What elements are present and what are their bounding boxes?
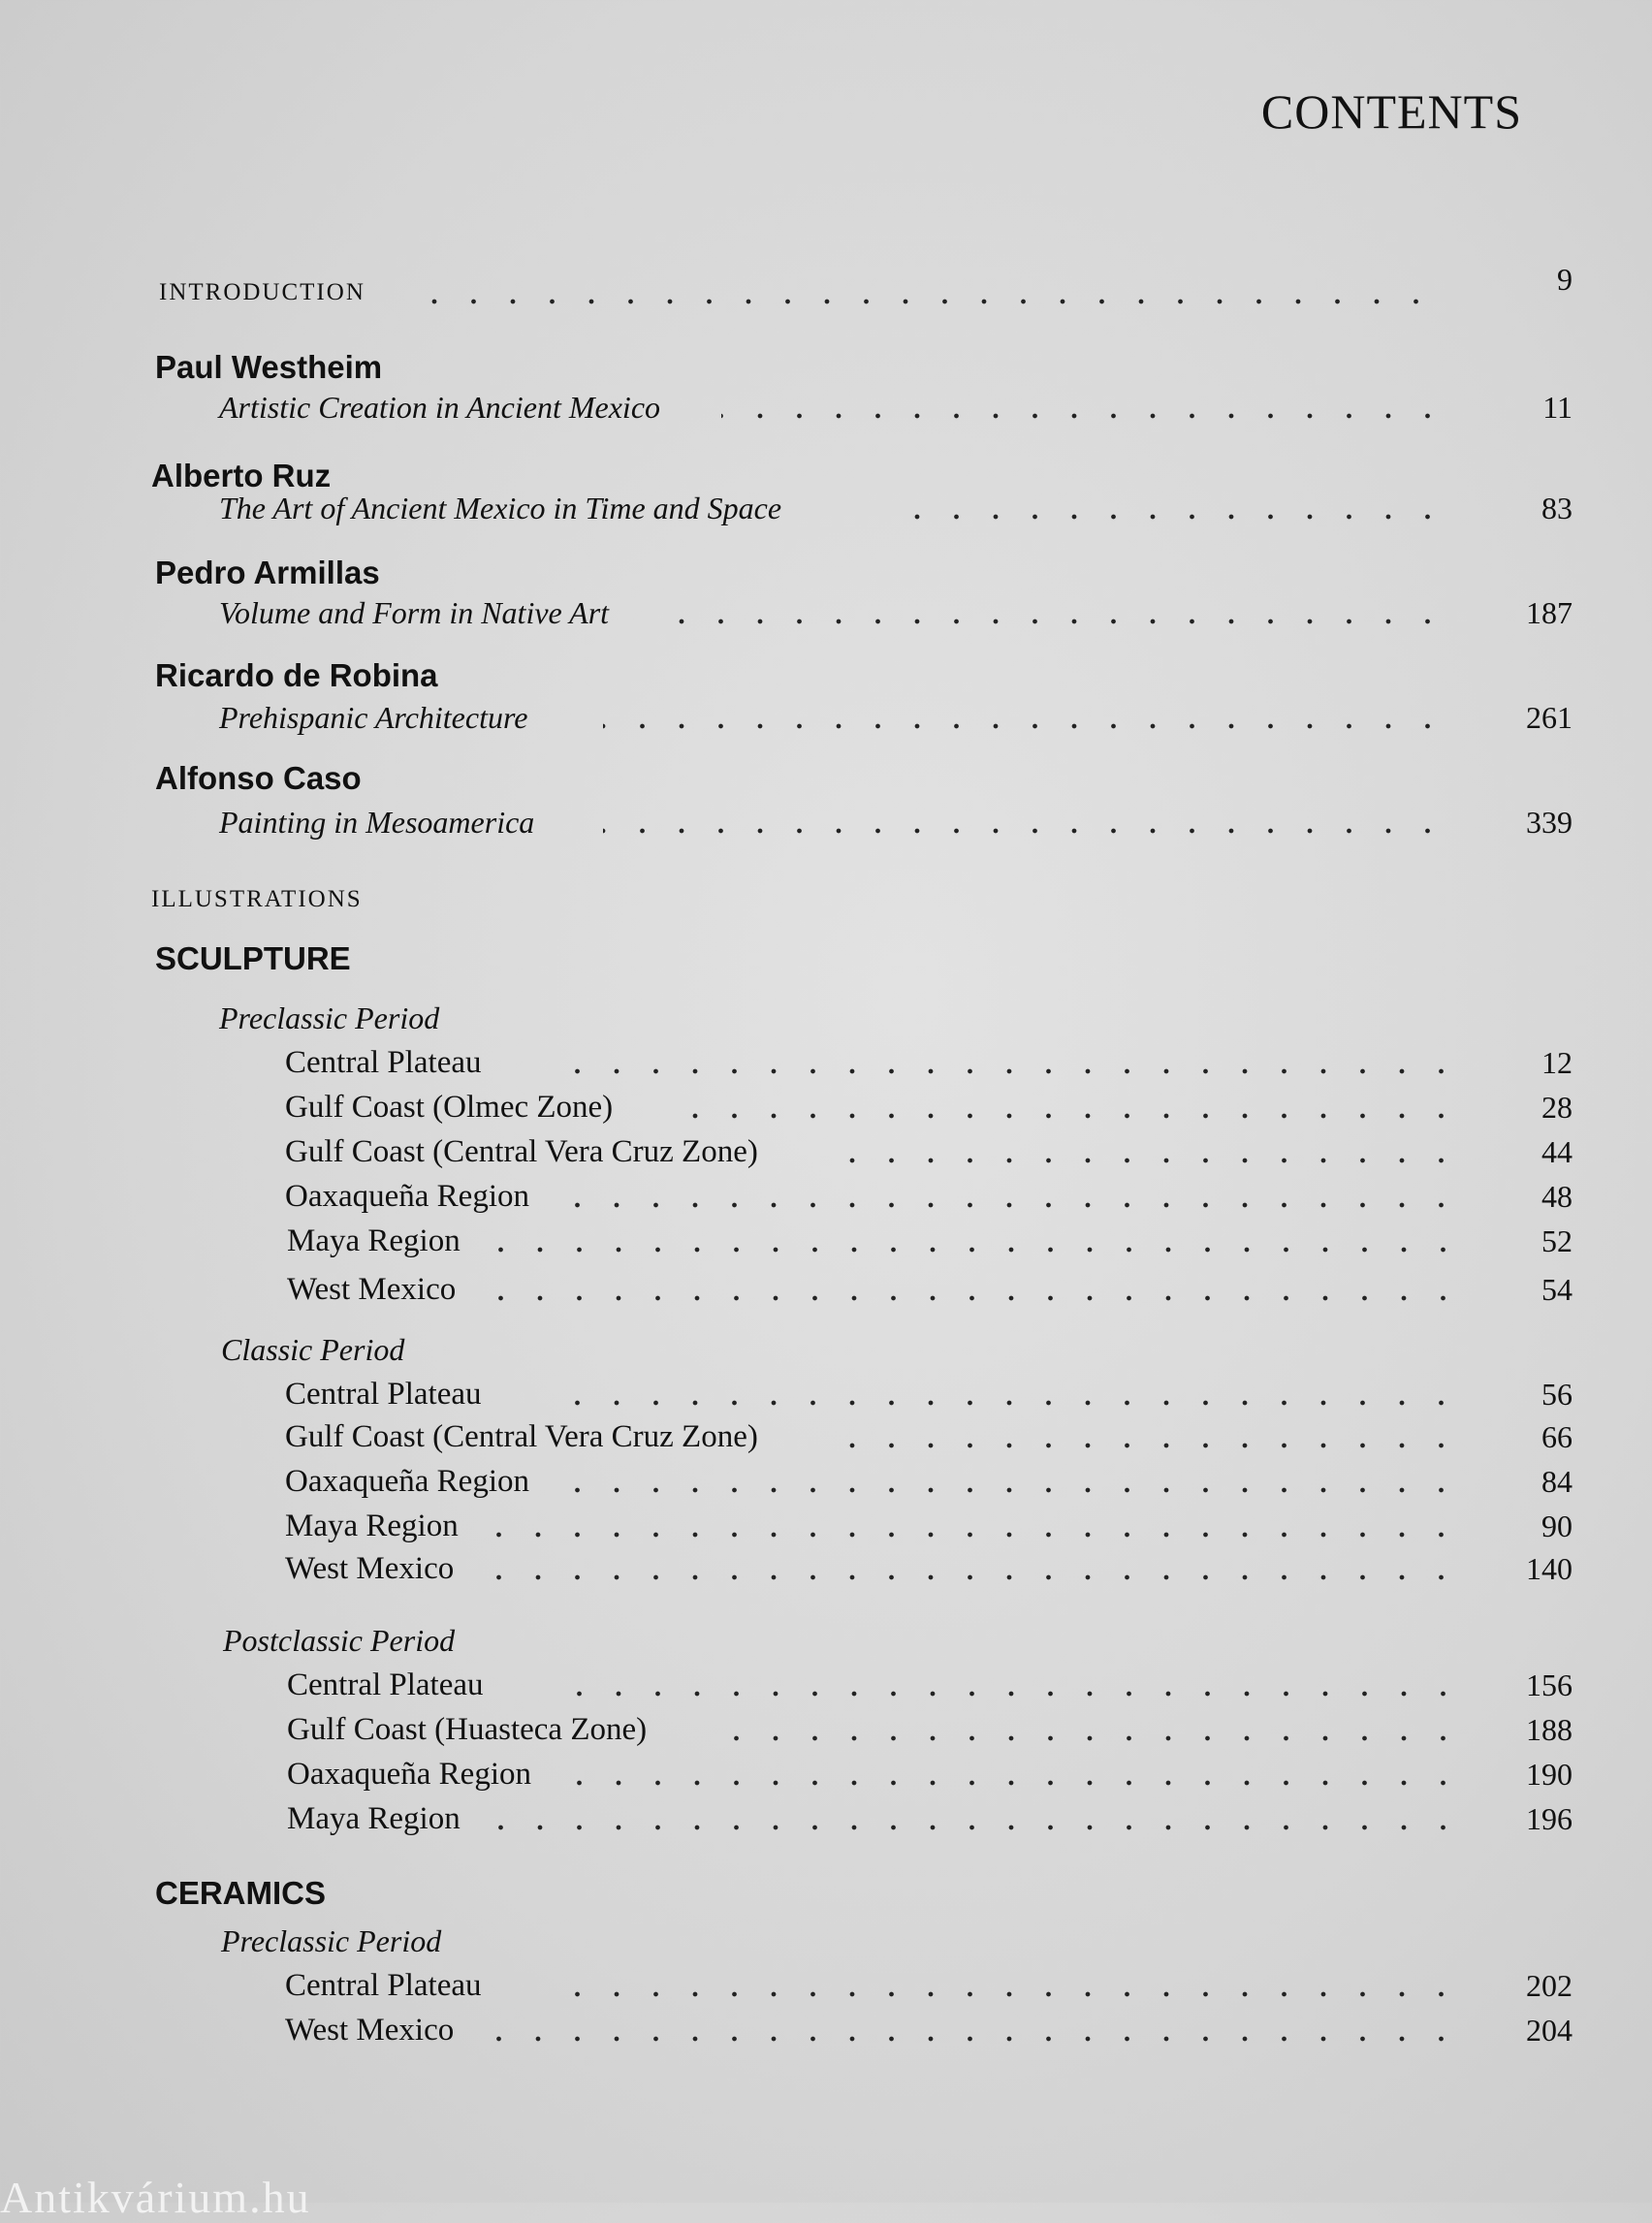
page-number: 12 <box>1541 1045 1573 1080</box>
region-label: Oaxaqueña Region <box>285 1179 529 1214</box>
essay-author: Alberto Ruz <box>151 458 332 493</box>
toc-entry-essay[interactable] <box>219 803 1573 842</box>
toc-entry-region[interactable] <box>287 1710 1573 1749</box>
dot-leader <box>721 413 1464 419</box>
introduction-label: INTRODUCTION <box>159 279 365 305</box>
region-label: West Mexico <box>285 1551 455 1586</box>
essay-title: Volume and Form in Native Art <box>219 595 610 630</box>
toc-entry-region[interactable] <box>285 1462 1573 1501</box>
toc-entry-region[interactable] <box>285 1549 1573 1588</box>
toc-entry-region[interactable] <box>285 1417 1573 1456</box>
page-number: 83 <box>1541 491 1573 525</box>
page-number: 339 <box>1526 805 1573 840</box>
region-label: Central Plateau <box>285 1045 482 1080</box>
region-label: Maya Region <box>287 1801 461 1836</box>
page-number: 11 <box>1542 390 1573 425</box>
toc-entry-essay[interactable] <box>219 489 1573 527</box>
dot-leader <box>485 1574 1477 1580</box>
region-label: Maya Region <box>285 1508 459 1543</box>
toc-entry-region[interactable] <box>285 2011 1573 2049</box>
period-heading: Preclassic Period <box>221 1923 442 1958</box>
page-number: 54 <box>1541 1272 1573 1307</box>
dot-leader <box>543 1691 1479 1697</box>
dot-leader <box>543 1487 1477 1493</box>
toc-entry-introduction[interactable] <box>159 262 1573 312</box>
essay-title: Artistic Creation in Ancient Mexico <box>219 390 661 425</box>
dot-leader <box>543 1202 1477 1208</box>
region-label: Gulf Coast (Olmec Zone) <box>285 1090 614 1125</box>
toc-entry-region[interactable] <box>287 1270 1573 1309</box>
page-number: 48 <box>1541 1179 1573 1214</box>
toc-entry-region[interactable] <box>285 1507 1573 1545</box>
page-number: 156 <box>1526 1667 1573 1702</box>
page-number: 44 <box>1541 1134 1573 1169</box>
page-title: CONTENTS <box>1260 84 1522 139</box>
toc-entry-essay[interactable] <box>219 698 1573 737</box>
period-heading: Classic Period <box>221 1332 405 1367</box>
dot-leader <box>543 1068 1477 1074</box>
section-heading-sculpture: SCULPTURE <box>155 940 351 976</box>
period-heading: Postclassic Period <box>223 1623 456 1658</box>
dot-leader <box>485 2036 1477 2042</box>
watermark: Antikvárium.hu <box>0 2173 311 2222</box>
toc-entry-region[interactable] <box>285 1088 1573 1127</box>
page-number: 52 <box>1541 1223 1573 1258</box>
page-number: 140 <box>1526 1551 1573 1586</box>
dot-leader <box>719 1735 1479 1741</box>
essay-title: Prehispanic Architecture <box>219 700 528 735</box>
page-number: 196 <box>1526 1801 1573 1836</box>
essay-title: The Art of Ancient Mexico in Time and Space <box>219 491 782 525</box>
region-label: Gulf Coast (Central Vera Cruz Zone) <box>285 1419 758 1454</box>
page-number: 204 <box>1526 2013 1573 2048</box>
dot-leader <box>487 1247 1479 1253</box>
region-label: West Mexico <box>285 2013 455 2048</box>
dot-leader <box>838 1158 1477 1163</box>
section-heading-ceramics: CERAMICS <box>155 1875 327 1911</box>
toc-entry-region[interactable] <box>287 1799 1573 1838</box>
illustrations-heading: ILLUSTRATIONS <box>151 886 363 912</box>
dot-leader <box>655 619 1464 624</box>
dot-leader <box>603 828 1464 834</box>
region-label: Central Plateau <box>287 1667 484 1702</box>
dot-leader <box>543 1400 1477 1406</box>
page-number: 66 <box>1541 1419 1573 1454</box>
dot-leader <box>485 1532 1477 1538</box>
page-number: 261 <box>1526 700 1573 735</box>
period-heading: Preclassic Period <box>219 1000 440 1035</box>
dot-leader <box>487 1825 1479 1830</box>
toc-entry-essay[interactable] <box>219 593 1573 632</box>
page-number: 56 <box>1541 1377 1573 1412</box>
region-label: Central Plateau <box>285 1968 482 2003</box>
region-label: Maya Region <box>287 1223 461 1258</box>
toc-entry-region[interactable] <box>285 1375 1573 1413</box>
page-number: 84 <box>1541 1464 1573 1499</box>
essay-title: Painting in Mesoamerica <box>219 805 535 840</box>
toc-entry-region[interactable] <box>285 1966 1573 2005</box>
region-label: Oaxaqueña Region <box>285 1464 529 1499</box>
dot-leader <box>416 299 1452 304</box>
dot-leader <box>543 1991 1477 1997</box>
page-number: 188 <box>1526 1712 1573 1747</box>
dot-leader <box>603 723 1464 729</box>
region-label: Gulf Coast (Central Vera Cruz Zone) <box>285 1134 758 1169</box>
region-label: Gulf Coast (Huasteca Zone) <box>287 1712 648 1747</box>
page-number: 202 <box>1526 1968 1573 2003</box>
toc-entry-region[interactable] <box>285 1177 1573 1216</box>
page-number: 28 <box>1541 1090 1573 1125</box>
page-number: 90 <box>1541 1508 1573 1543</box>
page-number: 187 <box>1526 595 1573 630</box>
toc-entry-region[interactable] <box>285 1132 1573 1171</box>
dot-leader <box>659 1113 1477 1119</box>
dot-leader <box>882 514 1464 520</box>
region-label: West Mexico <box>287 1272 457 1307</box>
region-label: Central Plateau <box>285 1377 482 1412</box>
essay-author: Alfonso Caso <box>155 760 362 796</box>
essay-author: Paul Westheim <box>155 349 383 385</box>
toc-entry-region[interactable] <box>287 1222 1573 1260</box>
dot-leader <box>487 1295 1479 1301</box>
page-number: 190 <box>1526 1757 1573 1792</box>
region-label: Oaxaqueña Region <box>287 1757 531 1792</box>
toc-entry-region[interactable] <box>285 1043 1573 1082</box>
essay-author: Pedro Armillas <box>155 555 380 590</box>
dot-leader <box>543 1780 1479 1786</box>
essay-author: Ricardo de Robina <box>155 657 438 693</box>
page-number: 9 <box>1557 262 1573 297</box>
toc-entry-region[interactable] <box>287 1666 1573 1704</box>
toc-entry-region[interactable] <box>287 1755 1573 1794</box>
dot-leader <box>838 1443 1477 1448</box>
toc-entry-essay[interactable] <box>219 388 1573 427</box>
